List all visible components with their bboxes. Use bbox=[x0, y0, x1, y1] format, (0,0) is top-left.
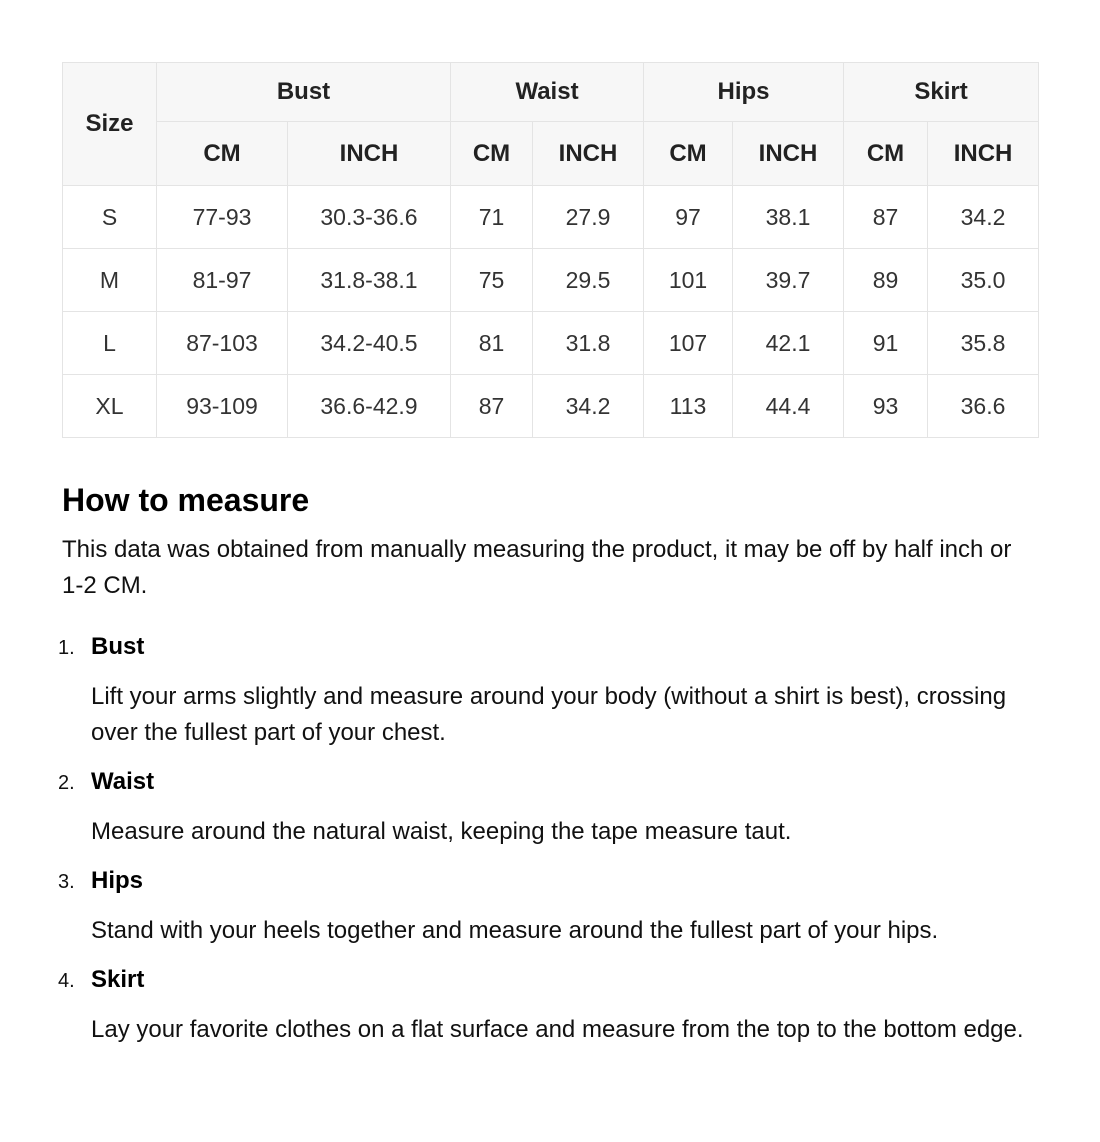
table-cell: 31.8 bbox=[533, 312, 644, 375]
skirt-group-header: Skirt bbox=[844, 63, 1039, 122]
step-description: Stand with your heels together and measure around the fullest part of your hips. bbox=[91, 917, 939, 944]
size-label-cell: L bbox=[63, 312, 157, 375]
waist-group-header: Waist bbox=[451, 63, 644, 122]
step-header bbox=[58, 965, 1038, 996]
hips-cm-header: CM bbox=[644, 122, 733, 186]
skirt-cm-header: CM bbox=[844, 122, 928, 186]
table-cell: 77-93 bbox=[157, 186, 288, 249]
table-cell: 87 bbox=[451, 375, 533, 438]
table-cell: 71 bbox=[451, 186, 533, 249]
table-cell: 31.8-38.1 bbox=[288, 249, 451, 312]
table-row-size-l bbox=[63, 312, 1039, 375]
size-label-cell: S bbox=[63, 186, 157, 249]
bust-group-header: Bust bbox=[157, 63, 451, 122]
table-cell: 42.1 bbox=[733, 312, 844, 375]
waist-cm-header: CM bbox=[451, 122, 533, 186]
step-number: 4. bbox=[58, 970, 75, 992]
table-cell: 87 bbox=[844, 186, 928, 249]
bust-inch-header: INCH bbox=[288, 122, 451, 186]
table-cell: 39.7 bbox=[733, 249, 844, 312]
table-cell: 34.2-40.5 bbox=[288, 312, 451, 375]
table-row-size-s bbox=[63, 186, 1039, 249]
size-label-cell: XL bbox=[63, 375, 157, 438]
step-description: Lift your arms slightly and measure around your body (without a shirt is best), crossing over the fullest part of your chest. bbox=[91, 683, 1007, 746]
measure-step-bust bbox=[58, 632, 1038, 751]
table-row-size-m bbox=[63, 249, 1039, 312]
measure-step-waist bbox=[58, 767, 1038, 850]
table-cell: 27.9 bbox=[533, 186, 644, 249]
table-row-size-xl bbox=[63, 375, 1039, 438]
measure-step-skirt bbox=[58, 965, 1038, 1048]
size-column-header: Size bbox=[63, 63, 157, 186]
bust-cm-header: CM bbox=[157, 122, 288, 186]
step-description: Measure around the natural waist, keeping the tape measure taut. bbox=[91, 818, 792, 845]
table-cell: 89 bbox=[844, 249, 928, 312]
size-chart-table bbox=[62, 62, 1039, 438]
step-header bbox=[58, 767, 1038, 798]
table-cell: 93-109 bbox=[157, 375, 288, 438]
table-cell: 113 bbox=[644, 375, 733, 438]
measure-steps-list bbox=[58, 632, 1038, 1048]
table-cell: 75 bbox=[451, 249, 533, 312]
hips-group-header: Hips bbox=[644, 63, 844, 122]
table-cell: 35.8 bbox=[928, 312, 1039, 375]
table-cell: 30.3-36.6 bbox=[288, 186, 451, 249]
table-cell: 34.2 bbox=[533, 375, 644, 438]
size-label-cell: M bbox=[63, 249, 157, 312]
table-cell: 35.0 bbox=[928, 249, 1039, 312]
step-header bbox=[58, 866, 1038, 897]
table-cell: 36.6 bbox=[928, 375, 1039, 438]
table-cell: 34.2 bbox=[928, 186, 1039, 249]
step-description: Lay your favorite clothes on a flat surface and measure from the top to the bottom edge. bbox=[91, 1016, 1024, 1043]
step-title: Skirt bbox=[91, 966, 145, 993]
step-title: Hips bbox=[91, 867, 144, 894]
table-cell: 97 bbox=[644, 186, 733, 249]
table-cell: 36.6-42.9 bbox=[288, 375, 451, 438]
hips-inch-header: INCH bbox=[733, 122, 844, 186]
waist-inch-header: INCH bbox=[533, 122, 644, 186]
step-title: Bust bbox=[91, 633, 145, 660]
table-cell: 87-103 bbox=[157, 312, 288, 375]
step-title: Waist bbox=[91, 768, 155, 795]
table-cell: 93 bbox=[844, 375, 928, 438]
step-number: 2. bbox=[58, 772, 75, 794]
measure-step-hips bbox=[58, 866, 1038, 949]
step-header bbox=[58, 632, 1038, 663]
measure-disclaimer: This data was obtained from manually measuring the product, it may be off by half inch or 1-2 CM. bbox=[62, 536, 1012, 599]
table-cell: 44.4 bbox=[733, 375, 844, 438]
table-cell: 29.5 bbox=[533, 249, 644, 312]
step-number: 1. bbox=[58, 637, 75, 659]
how-to-measure-title: How to measure bbox=[62, 482, 310, 518]
table-cell: 38.1 bbox=[733, 186, 844, 249]
table-cell: 91 bbox=[844, 312, 928, 375]
table-cell: 107 bbox=[644, 312, 733, 375]
table-cell: 101 bbox=[644, 249, 733, 312]
step-number: 3. bbox=[58, 871, 75, 893]
skirt-inch-header: INCH bbox=[928, 122, 1039, 186]
table-cell: 81 bbox=[451, 312, 533, 375]
table-cell: 81-97 bbox=[157, 249, 288, 312]
